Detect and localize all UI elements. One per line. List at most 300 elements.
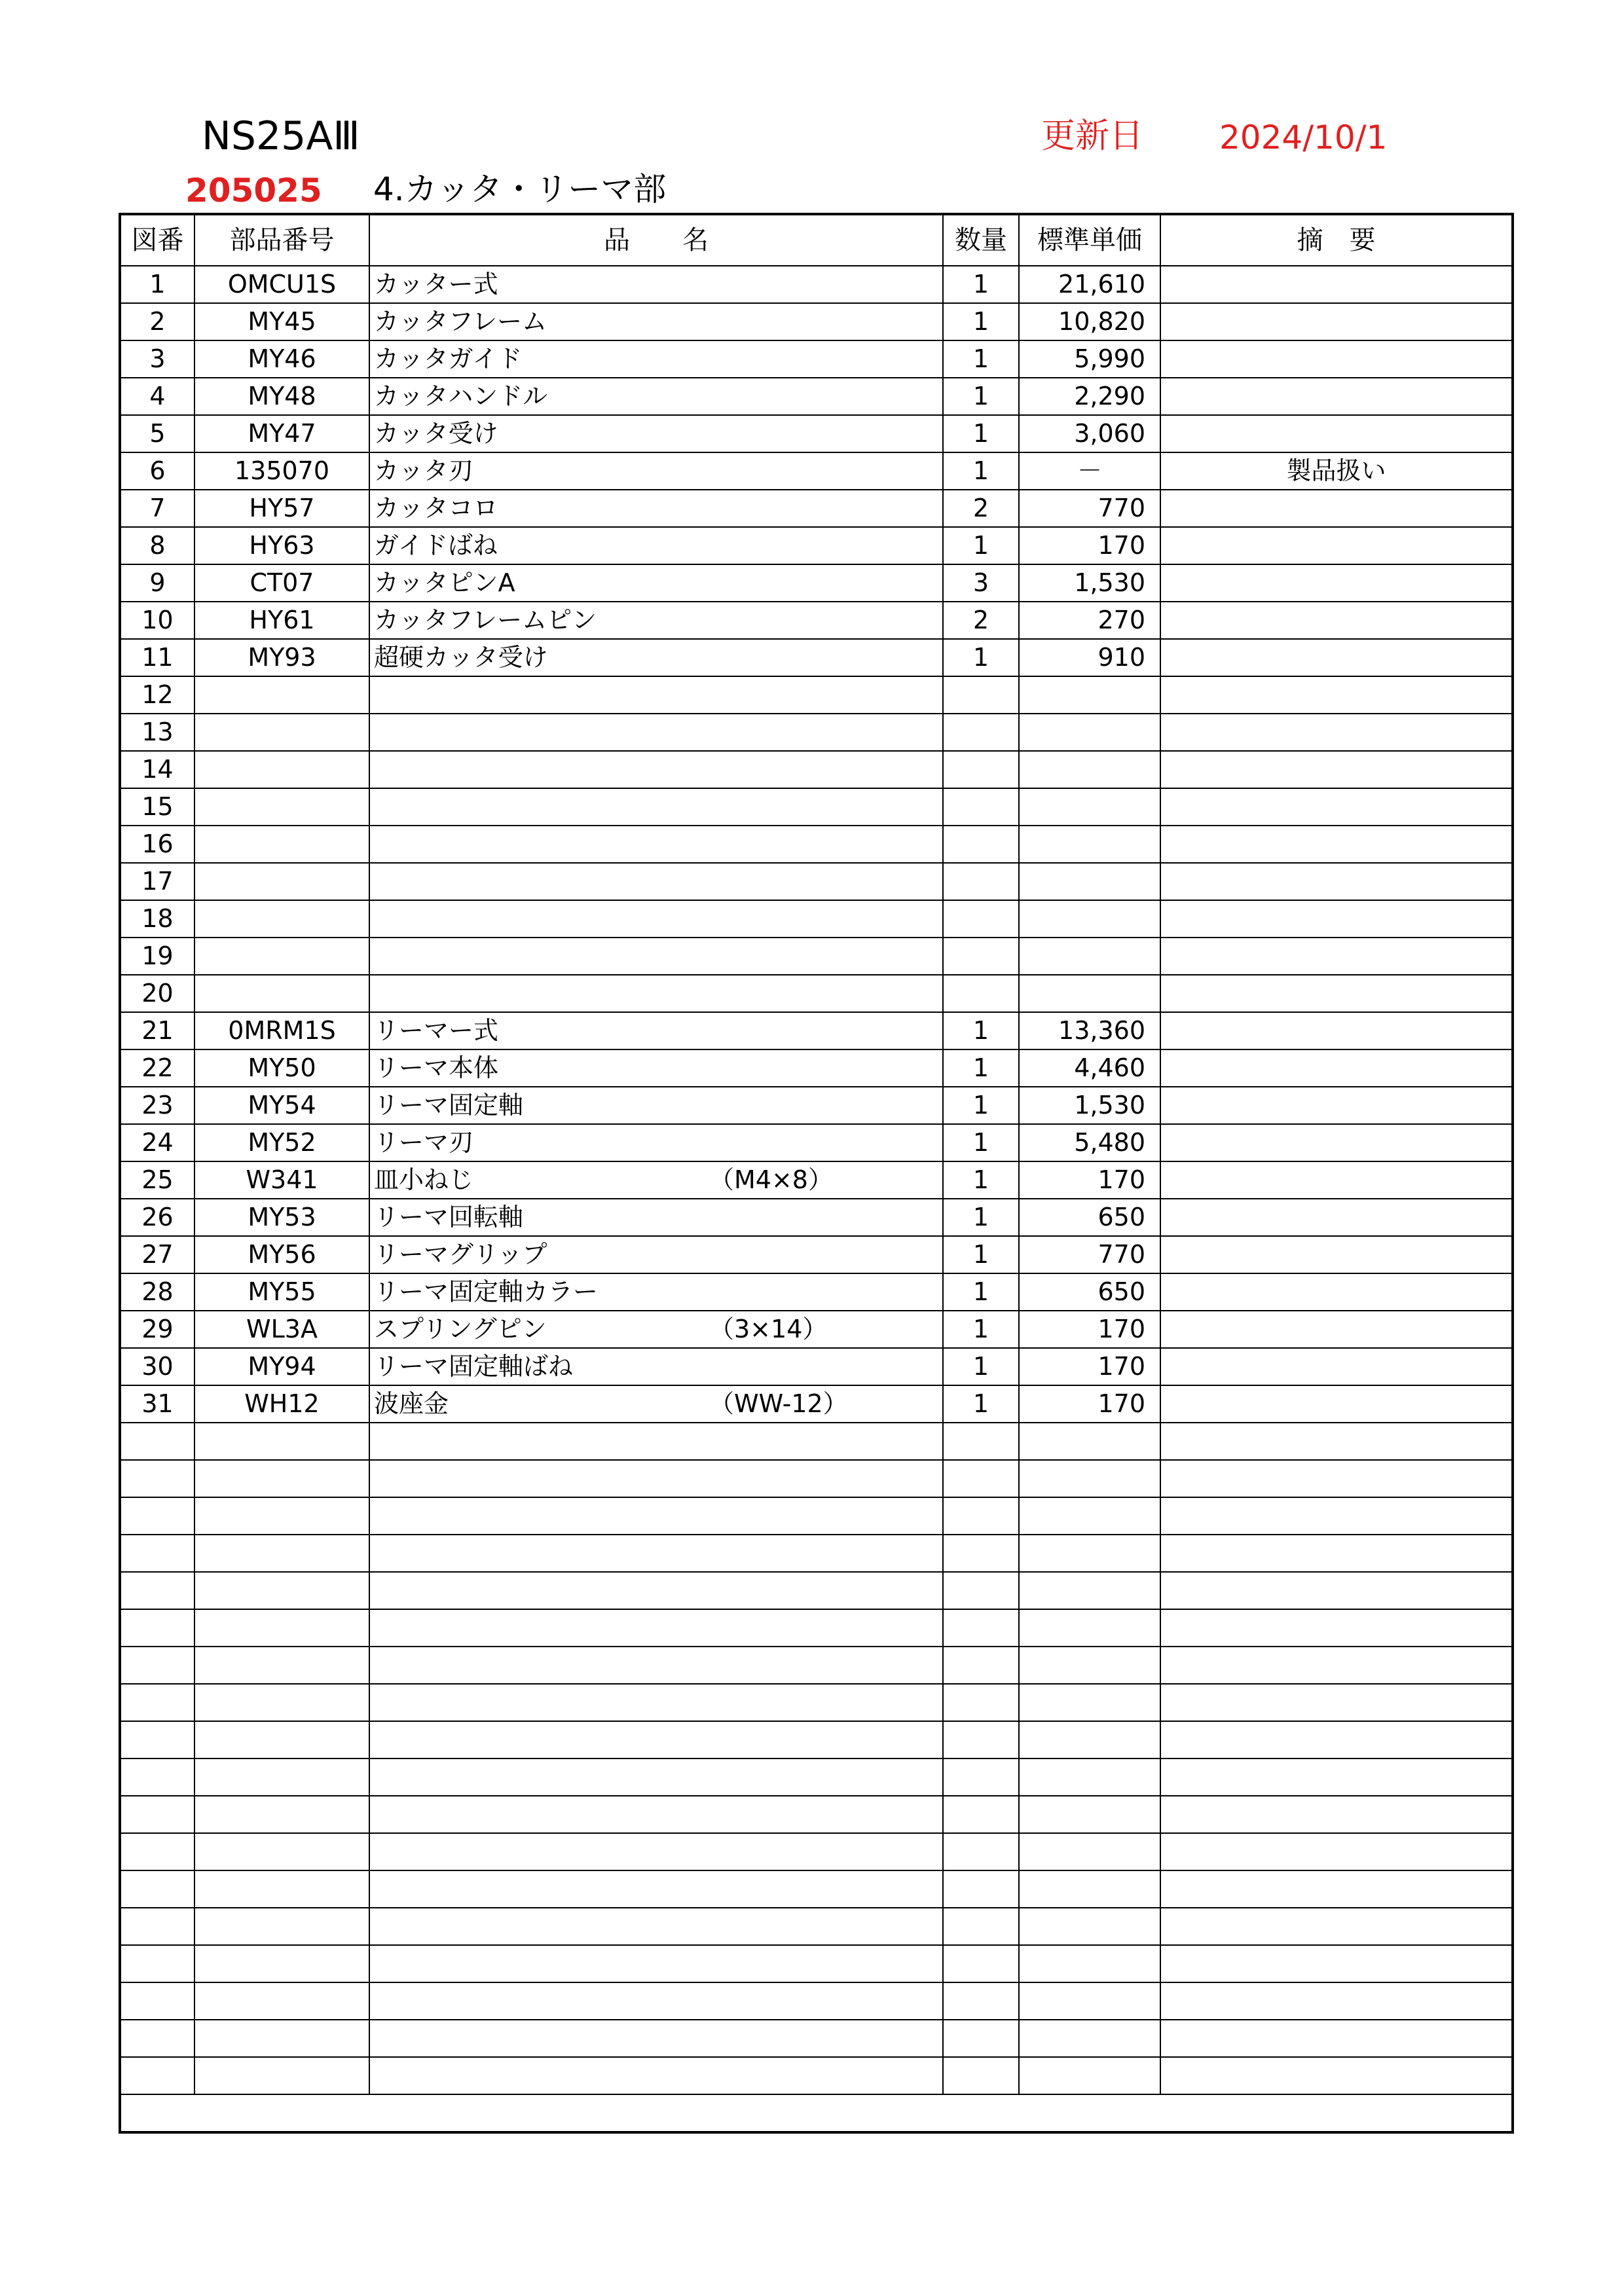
header-quantity: 数量 <box>943 214 1019 266</box>
blank-table-row <box>120 1796 1513 1833</box>
figure-no-cell: 9 <box>120 564 194 602</box>
item-name-cell <box>369 527 943 564</box>
blank-cell <box>120 1870 194 1908</box>
blank-cell <box>194 1647 369 1684</box>
item-name-cell <box>369 938 943 975</box>
part-number-cell: MY47 <box>194 415 369 452</box>
blank-cell <box>1160 1609 1513 1647</box>
figure-no-cell: 20 <box>120 975 194 1012</box>
item-name-cell <box>369 1273 943 1311</box>
remarks-cell <box>1160 1236 1513 1273</box>
table-row <box>120 975 1513 1012</box>
blank-cell <box>120 1535 194 1572</box>
figure-no-cell: 7 <box>120 490 194 527</box>
blank-cell <box>194 1796 369 1833</box>
item-name-cell <box>369 1012 943 1049</box>
item-name-cell <box>369 266 943 303</box>
blank-cell <box>194 1982 369 2020</box>
part-number-cell: MY54 <box>194 1087 369 1124</box>
blank-table-row <box>120 1908 1513 1945</box>
blank-cell <box>369 1572 943 1609</box>
blank-cell <box>369 2020 943 2057</box>
item-name-text: カッタガイド <box>374 344 523 373</box>
blank-cell <box>943 1535 1019 1572</box>
item-name-text: 超硬カッタ受け <box>374 643 548 672</box>
blank-cell <box>1160 1758 1513 1796</box>
unit-price-cell <box>1019 900 1160 938</box>
table-row <box>120 676 1513 714</box>
updated-date: 2024/10/1 <box>1219 118 1388 156</box>
item-name-cell <box>369 452 943 490</box>
blank-cell <box>1160 1833 1513 1870</box>
unit-price-cell: 10,820 <box>1019 303 1160 340</box>
figure-no-cell: 30 <box>120 1348 194 1385</box>
remarks-cell <box>1160 975 1513 1012</box>
quantity-cell: 1 <box>943 415 1019 452</box>
remarks-cell <box>1160 378 1513 415</box>
unit-price-cell: 1,530 <box>1019 564 1160 602</box>
table-row <box>120 452 1513 490</box>
unit-price-cell: 13,360 <box>1019 1012 1160 1049</box>
item-name-cell <box>369 975 943 1012</box>
item-name-text: カッタコロ <box>374 494 498 522</box>
blank-cell <box>120 1684 194 1721</box>
blank-cell <box>369 1721 943 1758</box>
figure-no-cell: 25 <box>120 1161 194 1199</box>
blank-cell <box>194 1758 369 1796</box>
part-number-cell <box>194 826 369 863</box>
unit-price-cell <box>1019 714 1160 751</box>
figure-no-cell: 13 <box>120 714 194 751</box>
unit-price-cell: 910 <box>1019 639 1160 676</box>
blank-cell <box>369 1423 943 1460</box>
blank-cell <box>120 1908 194 1945</box>
header-item-name: 品 名 <box>369 214 943 266</box>
item-name-text: リーマ固定軸カラー <box>374 1277 599 1306</box>
item-name-text: 波座金 <box>374 1389 449 1418</box>
figure-no-cell: 26 <box>120 1199 194 1236</box>
item-name-cell <box>369 340 943 378</box>
item-name-cell <box>369 1161 943 1199</box>
unit-price-cell <box>1019 975 1160 1012</box>
blank-cell <box>120 1423 194 1460</box>
blank-cell <box>1019 1870 1160 1908</box>
unit-price-cell <box>1019 788 1160 826</box>
blank-cell <box>120 1460 194 1497</box>
blank-cell <box>194 1908 369 1945</box>
remarks-cell <box>1160 1273 1513 1311</box>
quantity-cell: 1 <box>943 303 1019 340</box>
blank-cell <box>943 1982 1019 2020</box>
part-number-cell: OMCU1S <box>194 266 369 303</box>
blank-cell <box>194 1721 369 1758</box>
blank-cell <box>1160 1721 1513 1758</box>
quantity-cell: 1 <box>943 527 1019 564</box>
item-name-text: カッタ刃 <box>374 456 473 485</box>
table-row <box>120 1273 1513 1311</box>
blank-cell <box>369 1870 943 1908</box>
figure-no-cell: 19 <box>120 938 194 975</box>
item-name-cell <box>369 1348 943 1385</box>
header-remarks: 摘 要 <box>1160 214 1513 266</box>
figure-no-cell: 29 <box>120 1311 194 1348</box>
blank-cell <box>369 2057 943 2094</box>
blank-cell <box>1019 2057 1160 2094</box>
unit-price-cell <box>1019 751 1160 788</box>
item-name-cell <box>369 1236 943 1273</box>
blank-cell <box>1160 1572 1513 1609</box>
unit-price-cell: 270 <box>1019 602 1160 639</box>
blank-cell <box>194 1945 369 1982</box>
table-row <box>120 826 1513 863</box>
quantity-cell <box>943 975 1019 1012</box>
figure-no-cell: 1 <box>120 266 194 303</box>
part-number-cell <box>194 676 369 714</box>
figure-no-cell: 14 <box>120 751 194 788</box>
unit-price-cell: 5,480 <box>1019 1124 1160 1161</box>
blank-table-row <box>120 1460 1513 1497</box>
part-number-cell: MY56 <box>194 1236 369 1273</box>
blank-cell <box>120 1609 194 1647</box>
table-row <box>120 378 1513 415</box>
item-name-cell <box>369 602 943 639</box>
part-number-cell <box>194 788 369 826</box>
blank-cell <box>369 1758 943 1796</box>
table-row <box>120 1161 1513 1199</box>
blank-table-row <box>120 1423 1513 1460</box>
item-name-text: リーマグリップ <box>374 1240 547 1269</box>
part-number-cell <box>194 751 369 788</box>
part-number-cell: MY55 <box>194 1273 369 1311</box>
table-row <box>120 266 1513 303</box>
part-number-cell <box>194 714 369 751</box>
quantity-cell: 2 <box>943 490 1019 527</box>
table-row <box>120 564 1513 602</box>
table-row <box>120 303 1513 340</box>
table-row <box>120 1012 1513 1049</box>
item-name-cell <box>369 676 943 714</box>
part-number-cell: WH12 <box>194 1385 369 1423</box>
remarks-cell <box>1160 938 1513 975</box>
item-name-cell <box>369 826 943 863</box>
item-name-text: カッタフレーム <box>374 307 547 336</box>
item-name-text: リーマー式 <box>374 1016 499 1045</box>
remarks-cell <box>1160 863 1513 900</box>
quantity-cell <box>943 676 1019 714</box>
item-spec-text: （3×14） <box>709 1315 828 1343</box>
part-number-cell <box>194 938 369 975</box>
item-name-cell <box>369 1385 943 1423</box>
quantity-cell: 1 <box>943 639 1019 676</box>
figure-no-cell: 23 <box>120 1087 194 1124</box>
blank-cell <box>943 2057 1019 2094</box>
blank-cell <box>194 1684 369 1721</box>
remarks-cell <box>1160 1385 1513 1423</box>
part-number-cell: WL3A <box>194 1311 369 1348</box>
part-number-cell: CT07 <box>194 564 369 602</box>
blank-cell <box>369 1796 943 1833</box>
blank-table-row <box>120 1870 1513 1908</box>
part-number-cell <box>194 975 369 1012</box>
figure-no-cell: 10 <box>120 602 194 639</box>
figure-no-cell: 3 <box>120 340 194 378</box>
item-name-cell <box>369 1199 943 1236</box>
blank-cell <box>1160 1535 1513 1572</box>
quantity-cell: 1 <box>943 1087 1019 1124</box>
remarks-cell <box>1160 1087 1513 1124</box>
table-row <box>120 490 1513 527</box>
blank-table-row <box>120 1945 1513 1982</box>
blank-table-row <box>120 1609 1513 1647</box>
quantity-cell: 1 <box>943 378 1019 415</box>
blank-cell <box>194 1572 369 1609</box>
item-name-cell <box>369 714 943 751</box>
blank-cell <box>194 1535 369 1572</box>
item-name-cell <box>369 863 943 900</box>
remarks-cell <box>1160 826 1513 863</box>
blank-cell <box>194 1870 369 1908</box>
unit-price-cell <box>1019 826 1160 863</box>
quantity-cell: 1 <box>943 1348 1019 1385</box>
remarks-cell <box>1160 490 1513 527</box>
quantity-cell: 1 <box>943 1161 1019 1199</box>
remarks-cell <box>1160 303 1513 340</box>
figure-no-cell: 6 <box>120 452 194 490</box>
unit-price-cell: 3,060 <box>1019 415 1160 452</box>
footer-cell <box>120 2094 1513 2132</box>
table-row <box>120 900 1513 938</box>
item-name-cell <box>369 788 943 826</box>
blank-cell <box>120 1796 194 1833</box>
figure-no-cell: 24 <box>120 1124 194 1161</box>
quantity-cell <box>943 788 1019 826</box>
blank-cell <box>1019 1945 1160 1982</box>
part-number-cell: W341 <box>194 1161 369 1199</box>
figure-no-cell: 27 <box>120 1236 194 1273</box>
blank-cell <box>120 1572 194 1609</box>
remarks-cell <box>1160 1049 1513 1087</box>
table-row <box>120 527 1513 564</box>
unit-price-cell: － <box>1019 452 1160 490</box>
quantity-cell: 1 <box>943 266 1019 303</box>
figure-no-cell: 17 <box>120 863 194 900</box>
blank-table-row <box>120 1684 1513 1721</box>
blank-cell <box>120 1758 194 1796</box>
blank-cell <box>943 1460 1019 1497</box>
table-row <box>120 938 1513 975</box>
blank-cell <box>369 1647 943 1684</box>
blank-cell <box>943 1423 1019 1460</box>
quantity-cell <box>943 751 1019 788</box>
figure-no-cell: 28 <box>120 1273 194 1311</box>
item-name-cell <box>369 1049 943 1087</box>
part-number-cell <box>194 900 369 938</box>
quantity-cell: 1 <box>943 1124 1019 1161</box>
part-number-cell: MY46 <box>194 340 369 378</box>
blank-table-row <box>120 1721 1513 1758</box>
blank-table-row <box>120 1758 1513 1796</box>
unit-price-cell: 170 <box>1019 1385 1160 1423</box>
blank-cell <box>943 1796 1019 1833</box>
table-row <box>120 1311 1513 1348</box>
unit-price-cell <box>1019 676 1160 714</box>
table-row <box>120 714 1513 751</box>
item-name-cell <box>369 1087 943 1124</box>
figure-no-cell: 31 <box>120 1385 194 1423</box>
blank-cell <box>120 1721 194 1758</box>
blank-cell <box>369 1982 943 2020</box>
remarks-cell <box>1160 527 1513 564</box>
blank-table-row <box>120 1497 1513 1535</box>
item-name-cell <box>369 490 943 527</box>
updated-label: 更新日 <box>1041 117 1144 156</box>
item-spec-text: （M4×8） <box>709 1165 833 1194</box>
blank-cell <box>194 1497 369 1535</box>
blank-cell <box>369 1684 943 1721</box>
table-row <box>120 415 1513 452</box>
part-number-cell: MY93 <box>194 639 369 676</box>
blank-cell <box>1160 1460 1513 1497</box>
document-title: NS25AⅢ <box>202 113 360 159</box>
part-number-cell: MY52 <box>194 1124 369 1161</box>
parts-table <box>119 213 1514 2134</box>
item-name-text: リーマ本体 <box>374 1053 499 1082</box>
blank-cell <box>943 2020 1019 2057</box>
remarks-cell <box>1160 751 1513 788</box>
item-name-cell <box>369 378 943 415</box>
item-name-cell <box>369 303 943 340</box>
remarks-cell <box>1160 788 1513 826</box>
blank-cell <box>1160 2020 1513 2057</box>
header-unit-price: 標準単価 <box>1019 214 1160 266</box>
remarks-cell <box>1160 602 1513 639</box>
blank-cell <box>1160 1647 1513 1684</box>
quantity-cell: 3 <box>943 564 1019 602</box>
blank-cell <box>194 2057 369 2094</box>
part-number-cell: MY50 <box>194 1049 369 1087</box>
remarks-cell <box>1160 1348 1513 1385</box>
blank-cell <box>1019 1721 1160 1758</box>
blank-cell <box>369 1609 943 1647</box>
unit-price-cell: 170 <box>1019 527 1160 564</box>
header-figure-no: 図番 <box>120 214 194 266</box>
unit-price-cell: 650 <box>1019 1199 1160 1236</box>
blank-cell <box>1019 1497 1160 1535</box>
blank-cell <box>120 1497 194 1535</box>
item-name-cell <box>369 1124 943 1161</box>
table-row <box>120 639 1513 676</box>
unit-price-cell <box>1019 938 1160 975</box>
table-row <box>120 788 1513 826</box>
part-number-cell: HY57 <box>194 490 369 527</box>
remarks-cell <box>1160 1311 1513 1348</box>
quantity-cell: 1 <box>943 452 1019 490</box>
blank-cell <box>943 1572 1019 1609</box>
blank-cell <box>943 1945 1019 1982</box>
blank-cell <box>369 1497 943 1535</box>
remarks-cell <box>1160 639 1513 676</box>
item-name-text: カッタフレームピン <box>374 606 597 634</box>
blank-cell <box>943 1908 1019 1945</box>
blank-table-row <box>120 2094 1513 2132</box>
blank-cell <box>1160 1945 1513 1982</box>
blank-cell <box>1019 1572 1160 1609</box>
quantity-cell: 1 <box>943 1273 1019 1311</box>
unit-price-cell: 770 <box>1019 1236 1160 1273</box>
remarks-cell <box>1160 900 1513 938</box>
unit-price-cell: 5,990 <box>1019 340 1160 378</box>
figure-no-cell: 2 <box>120 303 194 340</box>
remarks-cell <box>1160 714 1513 751</box>
table-row <box>120 1124 1513 1161</box>
unit-price-cell: 170 <box>1019 1311 1160 1348</box>
blank-cell <box>943 1758 1019 1796</box>
item-name-cell <box>369 639 943 676</box>
blank-cell <box>120 1982 194 2020</box>
blank-cell <box>194 1833 369 1870</box>
blank-cell <box>1019 1423 1160 1460</box>
part-number-cell <box>194 863 369 900</box>
item-name-text: カッタハンドル <box>374 382 548 410</box>
blank-cell <box>194 1460 369 1497</box>
part-number-cell: HY63 <box>194 527 369 564</box>
item-spec-text: （WW-12） <box>709 1389 848 1418</box>
blank-cell <box>943 1647 1019 1684</box>
quantity-cell <box>943 826 1019 863</box>
figure-no-cell: 5 <box>120 415 194 452</box>
item-name-cell <box>369 1311 943 1348</box>
blank-cell <box>1160 1423 1513 1460</box>
blank-cell <box>943 1833 1019 1870</box>
part-number-cell: HY61 <box>194 602 369 639</box>
item-name-text: カッター式 <box>374 270 498 299</box>
table-row <box>120 602 1513 639</box>
blank-table-row <box>120 1982 1513 2020</box>
blank-cell <box>120 1833 194 1870</box>
blank-cell <box>1160 2057 1513 2094</box>
unit-price-cell: 170 <box>1019 1348 1160 1385</box>
blank-cell <box>369 1833 943 1870</box>
part-number-cell: MY45 <box>194 303 369 340</box>
quantity-cell: 1 <box>943 340 1019 378</box>
unit-price-cell: 2,290 <box>1019 378 1160 415</box>
quantity-cell <box>943 714 1019 751</box>
quantity-cell: 1 <box>943 1311 1019 1348</box>
blank-cell <box>1160 1870 1513 1908</box>
unit-price-cell <box>1019 863 1160 900</box>
section-title: 4.カッタ・リーマ部 <box>373 170 667 208</box>
blank-cell <box>1019 1460 1160 1497</box>
remarks-cell <box>1160 1161 1513 1199</box>
part-number-cell: 135070 <box>194 452 369 490</box>
blank-cell <box>943 1609 1019 1647</box>
table-row <box>120 1385 1513 1423</box>
item-name-text: リーマ固定軸 <box>374 1091 524 1120</box>
item-name-text: カッタ受け <box>374 419 498 448</box>
item-name-cell <box>369 415 943 452</box>
quantity-cell: 1 <box>943 1049 1019 1087</box>
blank-table-row <box>120 2057 1513 2094</box>
blank-cell <box>1019 2020 1160 2057</box>
blank-cell <box>1019 1535 1160 1572</box>
remarks-cell <box>1160 266 1513 303</box>
figure-no-cell: 11 <box>120 639 194 676</box>
figure-no-cell: 8 <box>120 527 194 564</box>
part-number-cell: MY94 <box>194 1348 369 1385</box>
quantity-cell: 1 <box>943 1236 1019 1273</box>
blank-cell <box>1019 1609 1160 1647</box>
unit-price-cell: 4,460 <box>1019 1049 1160 1087</box>
